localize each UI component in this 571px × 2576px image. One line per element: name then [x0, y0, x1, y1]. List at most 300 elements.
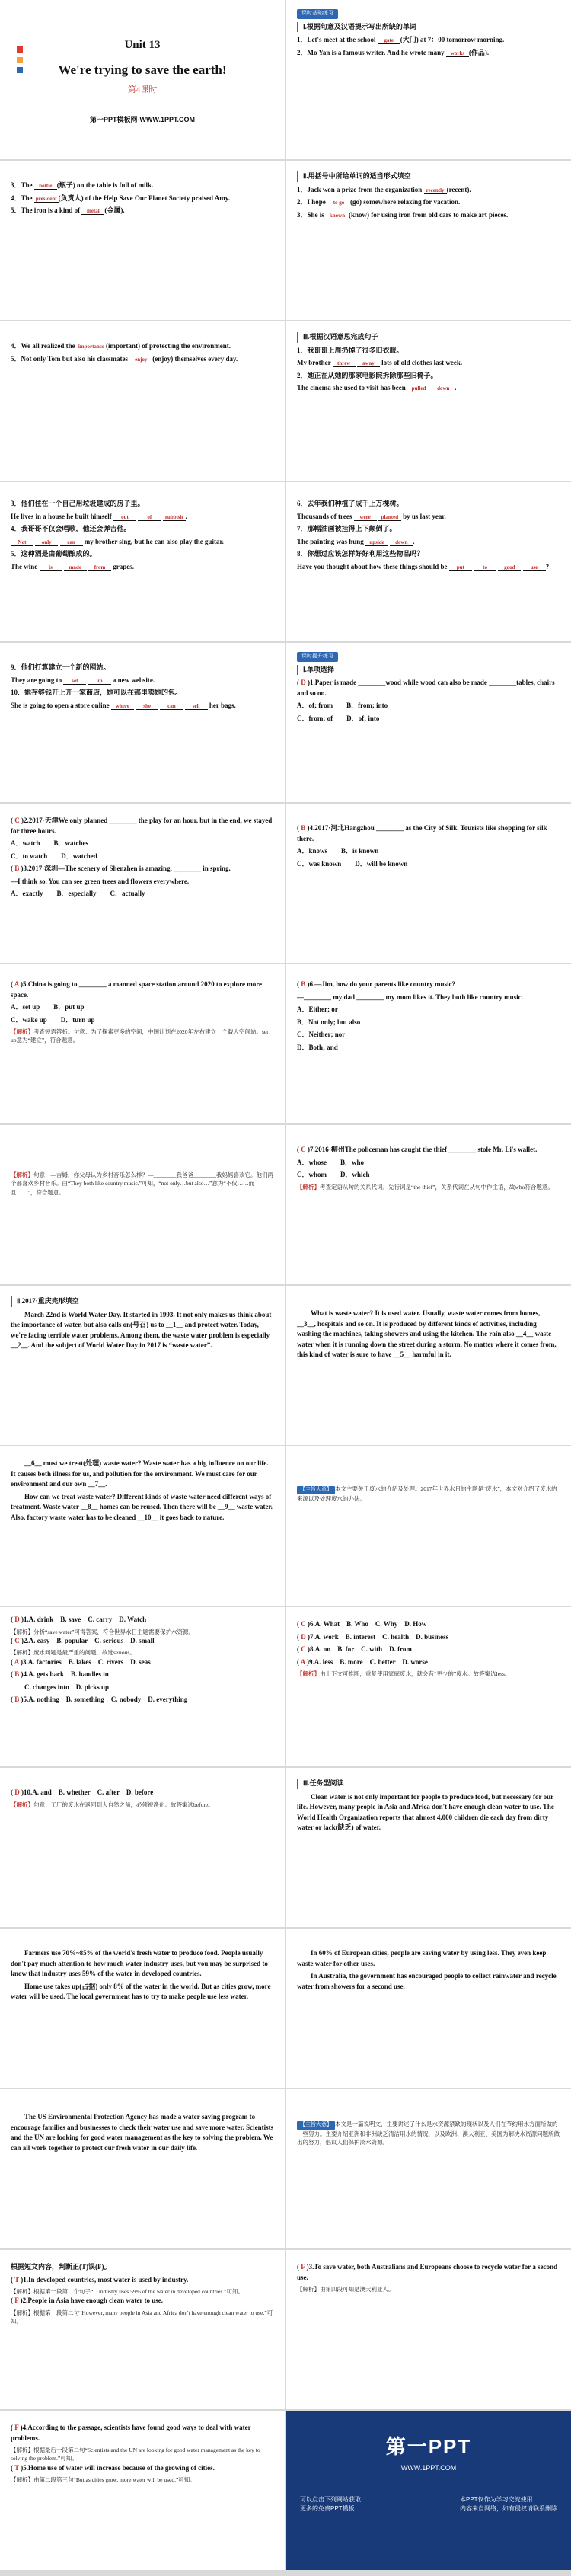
brand-slide: [286, 2411, 571, 2570]
text: C．wake up: [11, 1015, 47, 1024]
text-line: ( D )1.Paper is made ________wood while wood can also be made ________tables, chairs and so on.: [297, 679, 555, 697]
text: D: [301, 679, 306, 686]
text: What is waste water? It is used water. Usually, waste water comes from homes, __3__, hospitals and so on. It is produced by different kinds of activities, including washing the machines, taking showers and using the kitchen. The rain also __4__ waste water when it is running down the street during a storm. No matter where it comes from, this kind of water is sure to have __5__ harmful in it.: [297, 1309, 557, 1358]
brand-right-line-2: 内容来自网络，如有侵权请联系删除: [460, 2504, 557, 2512]
section-chip: 课时提升练习: [297, 652, 338, 662]
text: D: [14, 1616, 20, 1623]
text-line: [11, 1015, 274, 1026]
text: 5.A. nothing B. something C. nobody D. everything: [23, 1695, 188, 1703]
text-line: ( C )6.A. What B. Who C. Why D. How: [297, 1620, 427, 1628]
text-line: [297, 714, 560, 724]
text: a new website.: [110, 676, 155, 684]
exercise-slide: [0, 964, 285, 1123]
text: C: [301, 1620, 306, 1628]
section-heading: Ⅱ.用括号中所给单词的适当形式填空: [297, 171, 560, 182]
reading-slide: [0, 1286, 285, 1445]
text-line: [11, 676, 274, 686]
text: 4．We all realized the: [11, 342, 77, 350]
exercise-slide: [0, 1768, 285, 1927]
period-label: 第4课时: [127, 85, 158, 94]
text-line: ( C )7.2016·柳州The policeman has caught the thief ________ stole Mr. Li's wallet.: [297, 1146, 538, 1153]
text-line: [11, 512, 274, 523]
text: Clean water is not only important for people to produce food, but necessary for our life. However, many people in Asia and Africa don't have enough clean water to use. The World Health Organization reports that almost 4,000 children die each day from dirty water or lack(缺乏) of water.: [297, 1792, 554, 1831]
text: (作品).: [468, 48, 490, 56]
text-line: [11, 701, 274, 711]
text: 【解析】: [297, 1670, 320, 1677]
text-line: [297, 537, 560, 548]
lesson-title: We're trying to save the earth!: [58, 62, 227, 77]
text: put: [449, 564, 472, 571]
text: 【主旨大意】: [297, 2121, 335, 2130]
text-line: [11, 889, 274, 900]
cover-slide: [0, 0, 285, 159]
text: A．set up: [11, 1003, 40, 1011]
exercise-slide: [286, 161, 571, 320]
text: 3．She is: [297, 210, 327, 219]
reading-slide: [0, 2089, 285, 2248]
text: only: [35, 539, 58, 546]
text: 4.According to the passage, scientists have found good ways to deal with water problems.: [11, 2424, 251, 2442]
text: my brother sing, but he can also play the guitar.: [82, 537, 224, 545]
text-line: ( T )1.In developed countries, most water is used by industry.: [11, 2275, 189, 2284]
section-heading: Ⅰ.单项选择: [297, 665, 560, 676]
exercise-slide: [0, 321, 285, 481]
text: 【主旨大意】: [297, 1486, 335, 1494]
text: March 22nd is World Water Day. It started in 1993. It not only makes us think about the importance of water, but also calls on(号召) us to __1__ and protect water. Today, we're facing terrible water problems. Among them, the waste water problem is especially __2__. And the subject of World Water Day in 2017 is “waste water”.: [11, 1310, 272, 1349]
text: 句意：—吉姆，你父母认为乡村音乐怎么样？—________我爸爸________我妈妈喜欢它。他们两个都喜欢乡村音乐。由“They both like country music.”可知，“not only…but also…”意为“不仅……而且……”，符合题意。: [11, 1171, 273, 1196]
text: 3．The: [11, 181, 34, 189]
text: 7．那幅油画被挂得上下颠倒了。: [297, 525, 397, 532]
text: can: [60, 539, 83, 546]
text: B: [14, 1695, 20, 1703]
text: C: [301, 1645, 306, 1653]
brand-panel: [286, 2411, 571, 2570]
text: D．which: [340, 1171, 370, 1178]
text: He lives in a house he built himself: [11, 512, 114, 520]
text: can: [160, 703, 183, 710]
text-line: [297, 197, 560, 208]
text: B．is known: [341, 847, 379, 855]
text-line: [297, 846, 560, 857]
text: B: [301, 824, 306, 832]
text-line: [297, 1485, 560, 1503]
answer-blank: to go: [327, 200, 350, 206]
text: A．whose: [297, 1158, 327, 1166]
text-line: [11, 193, 274, 204]
text-line: ( C )2.2017·天津We only planned ________ the play for an hour, but in the end, we stayed for three hours.: [11, 817, 273, 835]
text: 3.A. factories B. lakes C. rivers D. seas: [23, 1657, 151, 1666]
text-line: [11, 537, 274, 548]
text: .: [455, 384, 457, 392]
exercise-slide: [0, 804, 285, 963]
text: B．from; into: [346, 702, 388, 709]
text-line: [297, 562, 560, 573]
text: 4．The: [11, 193, 34, 202]
text: A．Either; or: [297, 1005, 338, 1013]
reading-slide: [286, 1929, 571, 2088]
reading-slide: [0, 1929, 285, 2088]
text: 1．我哥哥上周扔掉了很多旧衣服。: [297, 346, 404, 354]
text: she: [136, 703, 158, 710]
text: 【解析】由第四段可知是澳大利亚人。: [297, 2286, 394, 2293]
text: 考查定语从句的关系代词。先行词是“the thief”，关系代词在从句中作主语，故who符合题意。: [320, 1183, 553, 1191]
exercise-slide: [286, 643, 571, 802]
cover-squares: [17, 46, 24, 77]
text: 【解析】根据最后一段第二句“Scientists and the UN are looking for good water management as the key to solving the problem.”可知。: [11, 2447, 260, 2463]
text: 考查短语辨析。句意：为了探索更多的空间，中国计划在2020年左右建立一个载人空间站。set up意为“建立”，符合题意。: [11, 1028, 269, 1044]
text: 8.A. on B. for C. with D. from: [310, 1645, 412, 1653]
text: A: [14, 1657, 19, 1666]
text: (金属).: [104, 206, 125, 214]
text: T: [14, 2463, 19, 2472]
text: B．who: [340, 1158, 365, 1166]
text: F: [14, 2424, 19, 2431]
section-heading: Ⅲ.根据汉语意思完成句子: [297, 332, 560, 343]
text-line: [11, 341, 274, 352]
exercise-slide: [0, 2411, 285, 2570]
text-line: [11, 206, 274, 216]
text-line: [297, 701, 560, 711]
text: 由上下文可推断，重复使用家庭废水，就会有“更少的”废水。故答案选less。: [320, 1670, 511, 1677]
text: .: [185, 512, 187, 520]
text: (负责人) of the Help Save Our Planet Society praised Amy.: [58, 193, 230, 202]
text-line: [297, 512, 560, 523]
text: Thousands of trees: [297, 512, 354, 520]
text-line: ( B )3.2017·深圳—The scenery of Shenzhen is amazing, ________ in spring.: [11, 865, 231, 872]
text: her bags.: [207, 701, 236, 709]
text: 7.2016·柳州The policeman has caught the thief ________ stole Mr. Li's wallet.: [310, 1146, 538, 1153]
text: 句意：工厂的废水在返回到大自然之前，必须被净化。故答案选before。: [33, 1801, 214, 1808]
text: up: [88, 678, 111, 685]
exercise-slide: [286, 0, 571, 159]
exercise-slide: [0, 482, 285, 641]
text: (enjoy) themselves every day.: [152, 354, 238, 363]
text: away: [357, 360, 380, 367]
reading-slide: [0, 1446, 285, 1606]
text: How can we treat waste water? Different kinds of waste water need different ways of treatment. Waste water __8__ homes can be reused. Then there will be __9__ waste water. Also, factory waste water has to be cleaned __10__ it goes back to nature.: [11, 1492, 273, 1521]
text-line: [297, 1183, 560, 1191]
text: F: [14, 2296, 19, 2305]
text: 【解析】由第二段第三句“But as cities grow, more water will be used.”可知。: [11, 2476, 196, 2483]
text: (know) for using iron from old cars to make art pieces.: [349, 210, 509, 219]
text: D: [14, 1788, 20, 1796]
text: lots of old clothes last week.: [379, 359, 463, 366]
section-heading: Ⅰ.根据句意及汉语提示写出所缺的单词: [297, 22, 560, 33]
exercise-slide: [286, 1125, 571, 1284]
text: 1.In developed countries, most water is used by industry.: [23, 2275, 189, 2284]
text-line: ( A )3.A. factories B. lakes C. rivers D. seas: [11, 1657, 151, 1666]
exercise-slide: [286, 482, 571, 641]
text: F: [301, 2263, 305, 2271]
text: Farmers use 70%~85% of the world's fresh water to produce food. People usually don't pay much attention to how much water industry uses, but you may be surprised to know that industry uses 59% of the water in developed countries.: [11, 1949, 268, 1977]
exercise-slide: [0, 2250, 285, 2409]
text: 【解析】废水问题是最严重的问题，故选serious。: [11, 1649, 136, 1657]
text: 2.2017·天津We only planned ________ the play for an hour, but in the end, we stayed for three hours.: [11, 817, 273, 835]
text-line: ( B )4.A. gets back B. handles in: [11, 1670, 109, 1678]
text: Home use takes up(占据) only 8% of the water in the world. But as cities grow, more water will be used. The local government has to try to make people use less water.: [11, 1982, 271, 2000]
text: C: [14, 1636, 20, 1644]
text: In Australia, the government has encouraged people to collect rainwater and recycle water from showers for a second use.: [297, 1972, 557, 1990]
section-heading: Ⅱ.2017·重庆完形填空: [11, 1296, 274, 1307]
text-line: [11, 354, 274, 365]
site-label: 第一PPT模板网-WWW.1PPT.COM: [90, 115, 195, 123]
text: 根据短文内容，判断正(T)误(F)。: [11, 2263, 111, 2271]
text: .: [413, 537, 415, 545]
text: B: [301, 980, 306, 988]
text: 1．Jack won a prize from the organization: [297, 185, 424, 193]
text: threw: [333, 360, 356, 367]
text: C: [301, 1146, 306, 1153]
text: 5．The iron is a kind of: [11, 206, 82, 214]
text-line: ( B )6.—Jim, how do your parents like country music?: [297, 980, 455, 988]
text-line: ( B )5.A. nothing B. something C. nobody D. everything: [11, 1695, 188, 1703]
text: C．actually: [110, 890, 145, 897]
text: Have you thought about how these things should be: [297, 562, 449, 570]
text: 3．他们住在一个自己用垃圾建成的房子里。: [11, 500, 145, 507]
exercise-slide: [0, 1607, 285, 1766]
text-line: [297, 210, 560, 221]
text: D．turn up: [60, 1015, 95, 1024]
text: from: [88, 564, 111, 571]
text-line: [297, 859, 560, 870]
text-line: ( D )10.A. and B. whether C. after D. before: [11, 1788, 154, 1796]
text: 2.A. easy B. popular C. serious D. small: [24, 1636, 155, 1644]
text: They are going to: [11, 676, 64, 684]
section-chip: 课时基础练习: [297, 9, 338, 19]
text: 8．你想过应该怎样好好利用这些物品吗？: [297, 550, 424, 558]
text: In 60% of European cities, people are saving water by using less. They even keep waste water for other uses.: [297, 1949, 547, 1967]
text: 6．去年我们种植了成千上万棵树。: [297, 500, 404, 507]
text: 5．Not only Tom but also his classmates: [11, 354, 130, 363]
text-line: ( B )4.2017·河北Hangzhou ________ as the City of Silk. Tourists like shopping for silk there.: [297, 824, 547, 842]
text: 2．I hope: [297, 198, 328, 206]
text-line: [15, 37, 270, 125]
text-line: ( F )2.People in Asia have enough clean water to use.: [11, 2296, 164, 2305]
text: A．knows: [297, 847, 328, 855]
text: A．watch: [11, 839, 40, 847]
explanation-slide: [0, 1125, 285, 1284]
text: The US Environmental Protection Agency has made a water saving program to encourage families and businesses to check their water use and save more water. Scientists and the UN are looking for good water management as the key to solving the problem. We can all work together to protect our fresh water in our daily life.: [11, 2113, 274, 2152]
text-line: ( A )5.China is going to ________ a manned space station around 2020 to explore more space.: [11, 980, 263, 999]
summary-slide: [286, 2089, 571, 2248]
text: rubbish: [163, 514, 186, 521]
answer-blank: recently: [424, 187, 447, 194]
text: A: [14, 980, 19, 988]
brand-url[interactable]: WWW.1PPT.COM: [400, 2464, 457, 2472]
text: C: [14, 817, 20, 824]
text: were: [354, 514, 377, 521]
exercise-slide: [286, 321, 571, 481]
answer-blank: gate: [378, 37, 400, 44]
text: (大门) at 7：00 tomorrow morning.: [400, 36, 505, 43]
text: good: [498, 564, 521, 571]
text: upside: [365, 539, 388, 546]
text-line: [297, 185, 560, 196]
text: 10.A. and B. whether C. after D. before: [24, 1788, 154, 1796]
text-line: [11, 1028, 274, 1045]
text: B．watches: [53, 839, 88, 847]
brand-left-line-2: 更多的免费PPT模板: [300, 2504, 355, 2512]
answer-blank: president: [35, 195, 57, 202]
answer-blank: known: [326, 213, 349, 219]
text: D．will be known: [355, 859, 408, 868]
text-line: [11, 181, 274, 191]
text: 1．Let's meet at the school: [297, 36, 378, 43]
text: B．put up: [53, 1003, 85, 1011]
text: 2.People in Asia have enough clean water to use.: [22, 2296, 164, 2305]
text: B: [14, 1670, 20, 1678]
text: 4.A. gets back B. handles in: [23, 1670, 109, 1678]
text: B．Not only; but also: [297, 1018, 361, 1026]
text: 本文主要关于废水的介绍及处理。2017年世界水日的主题是“废水”，本文对介绍了废水的来源以及处理废水的办法。: [297, 1485, 557, 1502]
text-line: ( F )3.To save water, both Australians and Europeans choose to recycle water for a second use.: [297, 2263, 558, 2281]
text: 2．Mo Yan is a famous writer. And he wrote many: [297, 48, 446, 56]
text: D．watched: [61, 852, 97, 860]
text: made: [64, 564, 87, 571]
text: She is going to open a store online: [11, 701, 111, 709]
text: C．was known: [297, 859, 342, 868]
reading-slide: [286, 1286, 571, 1445]
text: 4.2017·河北Hangzhou ________ as the City of Silk. Tourists like shopping for silk there.: [297, 824, 547, 842]
text: (go) somewhere relaxing for vacation.: [350, 198, 461, 206]
brand-logo: 第一PPT: [385, 2435, 472, 2458]
text: C．whom: [297, 1171, 327, 1178]
brand-left-line-1: 可以点击下列网站获取: [300, 2495, 361, 2503]
answer-blank: enjoy: [129, 356, 152, 363]
text: 1.Paper is made ________wood while wood can also be made ________tables, chairs and so on.: [297, 679, 555, 697]
exercise-slide: [286, 2250, 571, 2409]
text: D．Both; and: [297, 1043, 338, 1051]
text: 5.Home use of water will increase because of the growing of cities.: [23, 2463, 215, 2472]
text: 5.China is going to ________ a manned space station around 2020 to explore more space.: [11, 980, 263, 999]
text-line: ( F )4.According to the passage, scientists have found good ways to deal with water problems.: [11, 2424, 251, 2442]
text-line: [11, 1801, 274, 1809]
answer-blank: bottle: [34, 183, 57, 190]
text-line: [297, 1670, 560, 1678]
text-line: ( C )8.A. on B. for C. with D. from: [297, 1645, 412, 1653]
text-line: [297, 2120, 560, 2146]
text: of: [138, 514, 161, 521]
text: 9.A. less B. more C. better D. worse: [309, 1657, 428, 1666]
text: (important) of protecting the environment.: [106, 342, 231, 350]
text: The cinema she used to visit has been: [297, 384, 408, 392]
text: grapes.: [111, 562, 135, 570]
text: 9．他们打算建立一个新的网站。: [11, 663, 110, 671]
text: D．of; into: [346, 714, 380, 722]
text: 本文是一篇说明文，主要讲述了什么是水资源紧缺的现状以及人们在节约用水方面所做的一些努力。主要介绍亚洲和非洲缺乏清洁用水的情况，以及欧洲、澳大利亚、美国为解决水资源问题所做出的努力，倡议人们保护淡水资源。: [297, 2121, 560, 2146]
answer-blank: importance: [78, 344, 105, 350]
answer-blank: metal: [81, 208, 104, 215]
text: planted: [378, 514, 401, 521]
brand-right-line-1: 本PPT仅作为学习交流使用: [460, 2495, 533, 2503]
answer-blank: works: [446, 50, 469, 57]
text-line: [297, 1170, 560, 1181]
text-line: ( D )1.A. drink B. save C. carry D. Watch: [11, 1616, 147, 1623]
text: C．Neither; nor: [297, 1031, 346, 1038]
exercise-slide: [0, 643, 285, 802]
text: set: [63, 678, 86, 685]
text: 6.—Jim, how do your parents like country music?: [309, 980, 455, 988]
text: Not: [11, 539, 33, 546]
text: use: [523, 564, 546, 571]
exercise-slide: [286, 964, 571, 1123]
text-line: [11, 839, 274, 849]
text: sell: [185, 703, 208, 710]
text: is: [40, 564, 62, 571]
text: (recent).: [446, 185, 471, 193]
section-heading: Ⅲ.任务型阅读: [297, 1779, 560, 1789]
text: B: [14, 865, 20, 872]
text-line: ( T )5.Home use of water will increase because of the growing of cities.: [11, 2463, 215, 2472]
text: 【解析】: [11, 1801, 33, 1808]
text: pulled: [407, 385, 430, 392]
text: D: [301, 1632, 306, 1641]
text: 6.A. What B. Who C. Why D. How: [310, 1620, 427, 1628]
text-line: [297, 1158, 560, 1168]
text-line: ( D )7.A. work B. interest C. health D. business: [297, 1632, 449, 1641]
text: B．especially: [56, 890, 97, 897]
text: The painting was hung: [297, 537, 366, 545]
text-line: [11, 562, 274, 573]
text-line: [297, 358, 560, 369]
text: to: [474, 564, 496, 571]
text: 【解析】: [297, 1183, 320, 1191]
text: C．to watch: [11, 852, 48, 860]
text: 7.A. work B. interest C. health D. business: [310, 1632, 449, 1641]
text: The wine: [11, 562, 40, 570]
exercise-slide: [0, 161, 285, 320]
text: C. changes into D. picks up: [24, 1683, 110, 1691]
text-line: [297, 383, 560, 394]
text: 【解析】根据第一段第二句“However, many people in Asia and Africa don't have enough clean water to use.”可知。: [11, 2309, 273, 2325]
text: C．from; of: [297, 714, 333, 722]
text: My brother: [297, 359, 333, 366]
unit-title: Unit 13: [124, 39, 161, 51]
text: 【解析】: [11, 1028, 33, 1035]
text: 5．这种酒是由葡萄酿成的。: [11, 550, 97, 558]
text-line: [11, 852, 274, 862]
text: by us last year.: [400, 512, 446, 520]
text-line: [11, 1171, 274, 1197]
text-line: ( A )9.A. less B. more C. better D. worse: [297, 1657, 428, 1666]
text: —________ my dad ________ my mom likes it. They both like country music.: [297, 992, 523, 1001]
text-line: ( C )2.A. easy B. popular C. serious D. small: [11, 1636, 155, 1644]
text: 1.A. drink B. save C. carry D. Watch: [24, 1616, 147, 1623]
exercise-slide: [286, 1607, 571, 1766]
text: 3.To save water, both Australians and Europeans choose to recycle water for a second use.: [297, 2263, 558, 2281]
text: 2．她正在从她的那家电影院拆除那些旧椅子。: [297, 371, 438, 379]
text: A: [300, 1657, 305, 1666]
text: T: [14, 2275, 19, 2284]
text: —I think so. You can see green trees and flowers everywhere.: [11, 877, 190, 885]
text: A．of; from: [297, 702, 333, 709]
text: 3.2017·深圳—The scenery of Shenzhen is amazing, ________ in spring.: [23, 865, 231, 872]
exercise-slide: [286, 804, 571, 963]
text: where: [111, 703, 134, 710]
text-line: [11, 1002, 274, 1013]
text: down: [432, 385, 455, 392]
text: A．exactly: [11, 890, 43, 897]
text: 4．我哥哥不仅会唱歌，他还会弹吉他。: [11, 525, 131, 532]
text: (瓶子) on the table is full of milk.: [56, 181, 154, 189]
text: 10．她存够钱开上开一家商店，她可以在那里卖她的包。: [11, 689, 183, 696]
text: 【解析】根据第一段第二个句子“…industry uses 59% of the water in developed countries.”可知。: [11, 2288, 244, 2295]
text-line: [297, 48, 560, 59]
text: ?: [545, 562, 550, 570]
text: down: [390, 539, 413, 546]
text: 【解析】分析“save water”可得答案，符合世界水日主题需要保护水资源。: [11, 1628, 195, 1635]
text-line: [297, 35, 560, 46]
